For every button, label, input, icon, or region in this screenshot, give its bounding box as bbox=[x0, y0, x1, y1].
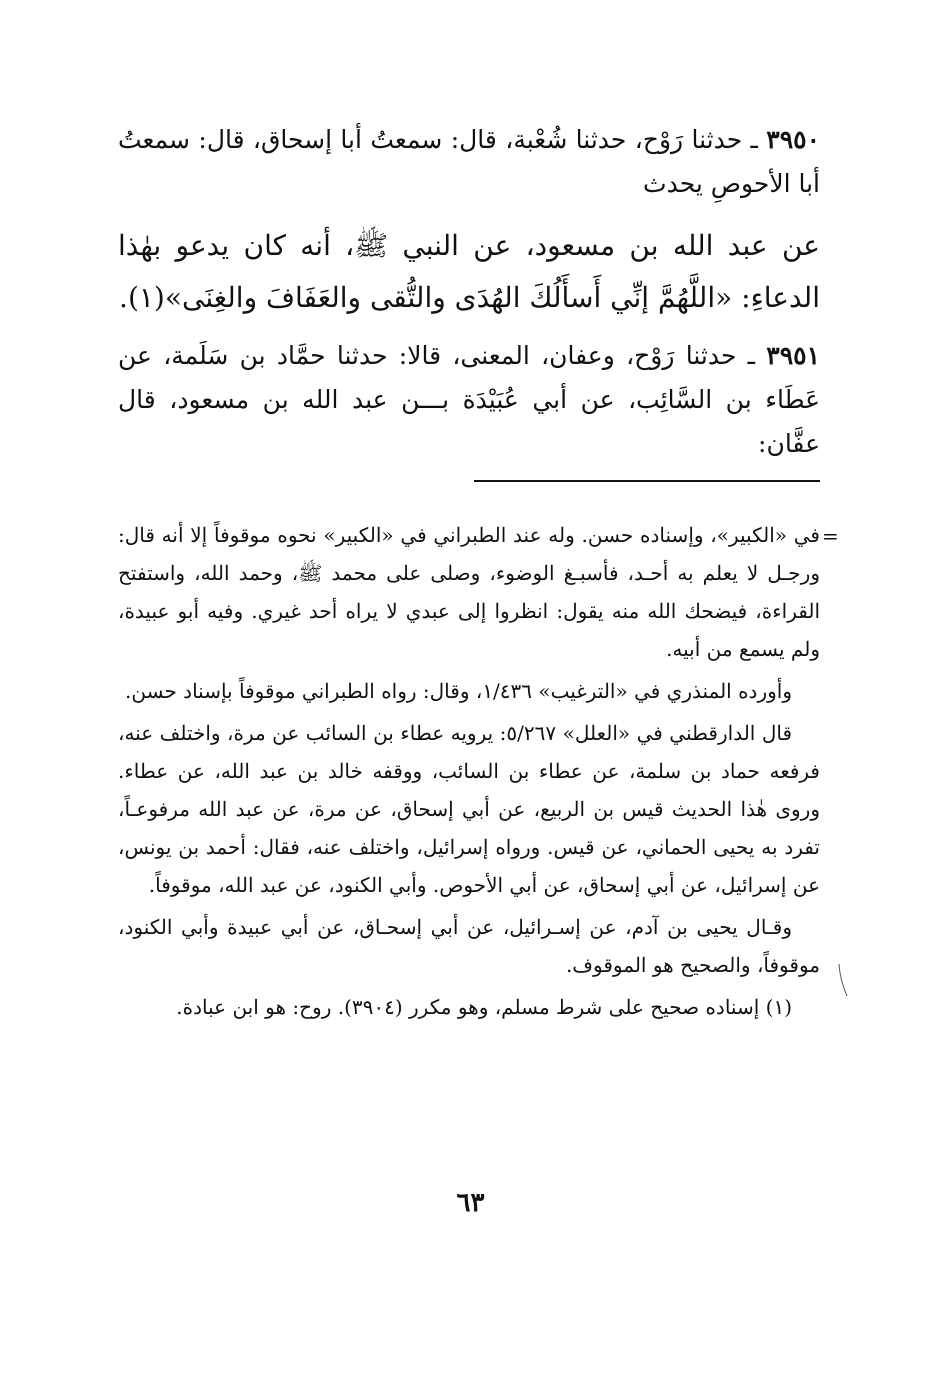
footnote-divider bbox=[474, 480, 820, 482]
hadith-3950-isnad bbox=[118, 118, 820, 206]
hadith-number: ٣٩٥٠ bbox=[766, 125, 820, 154]
footnote-paragraph: وأورده المنذري في «الترغيب» ١/٤٣٦، وقال: رواه الطبراني موقوفاً بإسناد حسن. bbox=[125, 679, 792, 703]
hadith-3950-matn: عن عبد الله بن مسعود، عن النبي ﷺ، أنه كان يدعو بهٰذا الدعاءِ: «اللَّهُمَّ إنِّي أَسأَلُكَ الهُدَى والتُّقى والعَفَافَ والغِنَى»(١). bbox=[118, 229, 820, 314]
footnote-paragraph: وقـال يحيى بن آدم، عن إسـرائيل، عن أبي إسحـاق، عن أبي عبيدة وأبي الكنود، موقوفاً، والصحيح هو الموقوف. bbox=[118, 915, 820, 977]
hadith-number: ٣٩٥١ bbox=[766, 341, 820, 370]
footnotes bbox=[118, 516, 820, 1030]
continuation-mark: = bbox=[822, 524, 839, 548]
margin-mark bbox=[838, 962, 848, 998]
hadith-3951-isnad bbox=[118, 334, 820, 466]
isnad-text: ـ حدثنا رَوْح، وعفان، المعنى، قالا: حدثنا حمَّاد بن سَلَمة، عن عَطَاء بن السَّائِب، عن أبي عُبَيْدَة بـــن عبد الله بن مسعود، قال عفَّان: bbox=[118, 341, 820, 458]
footnote-1: (١) إسناده صحيح على شرط مسلم، وهو مكرر (٣٩٠٤). روح: هو ابن عبادة. bbox=[176, 995, 792, 1019]
page-number: ٦٣ bbox=[456, 1188, 485, 1218]
main-text bbox=[118, 118, 820, 466]
footnote-paragraph: في «الكبير»، وإسناده حسن. وله عند الطبراني في «الكبير» نحوه موقوفاً إلا أنه قال: ورجـل لا يعلم به أحـد، فأسبـغ الوضوء، وصلى على محمد ﷺ، وحمد الله، واستفتح القراءة، فيضحك الله منه يقول: انظروا إلى عبدي لا يراه أحد غيري. وفيه أبو عبيدة، ولم يسمع من أبيه. bbox=[118, 523, 820, 661]
isnad-text: ـ حدثنا رَوْح، حدثنا شُعْبة، قال: سمعتُ أبا إسحاق، قال: سمعتُ أبا الأحوصِ يحدث bbox=[118, 125, 820, 198]
footnote-paragraph: قال الدارقطني في «العلل» ٥/٢٦٧: يرويه عطاء بن السائب عن مرة، واختلف عنه، فرفعه حماد بن سلمة، عن عطاء بن السائب، ووقفه خالد بن عبد الله، عن عطاء. وروى هٰذا الحديث قيس بن الربيع، عن أبي إسحاق، عن مرة، عن عبد الله مرفوعـاً، تفرد به يحيى الحماني، عن قيس. ورواه إسرائيل، واختلف عنه، فقال: أحمد بن يونس، عن إسرائيل، عن أبي إسحاق، عن أبي الأحوص. وأبي الكنود، عن عبد الله، موقوفاً. bbox=[118, 721, 820, 897]
